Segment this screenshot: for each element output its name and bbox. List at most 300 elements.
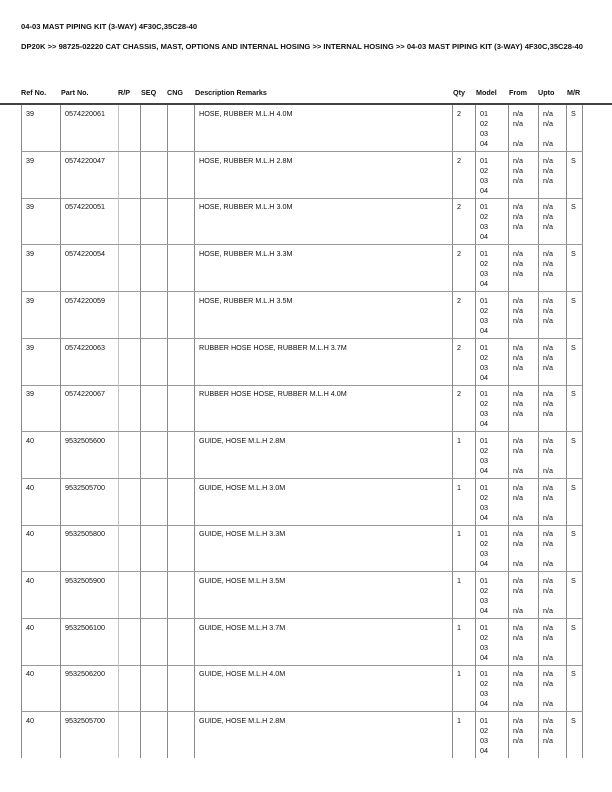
from-value: n/a (513, 362, 523, 372)
column-header-rp: R/P (118, 88, 130, 97)
qty-cell: 2 (452, 339, 475, 385)
upto-value: n/a (543, 399, 553, 409)
model-cell (475, 152, 508, 198)
upto-value (543, 373, 566, 383)
part-no-cell: 0574220059 (60, 292, 118, 338)
seq-cell (140, 665, 167, 711)
from-value: n/a (513, 539, 523, 549)
from-value (513, 746, 538, 756)
from-value: n/a (513, 249, 523, 259)
seq-cell (140, 245, 167, 291)
model-value: 03 (480, 129, 488, 138)
from-cell (508, 152, 538, 198)
from-value: n/a (513, 295, 523, 305)
rp-cell (118, 619, 140, 665)
upto-value (543, 456, 566, 466)
upto-value: n/a (543, 726, 553, 736)
model-value: 04 (480, 746, 488, 756)
from-value: n/a (513, 512, 523, 522)
description-cell: RUBBER HOSE HOSE, RUBBER M.L.H 3.7M (194, 339, 452, 385)
from-cell (508, 572, 538, 618)
model-cell (475, 105, 508, 151)
upto-value (543, 129, 566, 139)
from-value: n/a (513, 482, 523, 492)
model-cell (475, 339, 508, 385)
model-cell (475, 292, 508, 338)
table-row (21, 665, 583, 712)
model-value: 03 (480, 736, 488, 746)
ref-no-cell: 39 (21, 105, 60, 151)
upto-value (543, 232, 566, 242)
part-no-cell: 0574220047 (60, 152, 118, 198)
ref-no-cell: 39 (21, 292, 60, 338)
mr-cell: S (566, 665, 583, 711)
from-cell (508, 385, 538, 431)
model-value: 03 (480, 455, 488, 465)
upto-value: n/a (543, 435, 553, 445)
model-value: 03 (480, 362, 488, 372)
upto-value: n/a (543, 632, 553, 642)
from-value: n/a (513, 409, 523, 419)
from-value: n/a (513, 576, 523, 585)
model-value: 01 (480, 389, 488, 399)
seq-cell (140, 105, 167, 151)
rp-cell (118, 245, 140, 291)
from-value (513, 232, 538, 242)
cng-cell (167, 385, 194, 431)
from-value: n/a (513, 435, 523, 445)
from-value: n/a (513, 109, 523, 118)
column-header-from: From (509, 88, 527, 97)
part-no-cell: 9532505900 (60, 572, 118, 618)
model-value: 03 (480, 596, 488, 605)
upto-value: n/a (543, 352, 553, 362)
column-header-part-no: Part No. (61, 88, 89, 97)
model-cell (475, 479, 508, 525)
upto-cell (538, 712, 566, 758)
from-value (513, 129, 538, 139)
from-value: n/a (513, 119, 523, 128)
model-value: 04 (480, 419, 488, 429)
model-value: 01 (480, 295, 488, 305)
table-row (21, 105, 583, 152)
model-value: 02 (480, 165, 488, 175)
model-value: 01 (480, 529, 488, 539)
upto-value: n/a (543, 445, 553, 455)
model-cell (475, 712, 508, 758)
model-value: 02 (480, 399, 488, 409)
upto-cell (538, 292, 566, 338)
from-value: n/a (513, 492, 523, 502)
from-value: n/a (513, 679, 523, 689)
qty-cell: 1 (452, 432, 475, 478)
from-value: n/a (513, 669, 523, 679)
from-value (513, 186, 538, 196)
part-no-cell: 9532505600 (60, 432, 118, 478)
model-value: 01 (480, 109, 488, 118)
from-value: n/a (513, 586, 523, 595)
from-value: n/a (513, 716, 523, 726)
model-value: 02 (480, 305, 488, 315)
model-value: 03 (480, 549, 488, 559)
column-header-description: Description Remarks (195, 88, 267, 97)
mr-cell: S (566, 479, 583, 525)
table-row (21, 619, 583, 666)
model-value: 02 (480, 679, 488, 689)
cng-cell (167, 105, 194, 151)
description-cell: HOSE, RUBBER M.L.H 3.3M (194, 245, 452, 291)
model-value: 01 (480, 482, 488, 492)
upto-value (543, 549, 566, 559)
from-value: n/a (513, 212, 523, 222)
seq-cell (140, 152, 167, 198)
cng-cell (167, 479, 194, 525)
upto-value: n/a (543, 269, 553, 279)
ref-no-cell: 39 (21, 245, 60, 291)
part-no-cell: 0574220063 (60, 339, 118, 385)
model-value: 04 (480, 512, 488, 522)
upto-value (543, 419, 566, 429)
model-value: 02 (480, 539, 488, 549)
upto-value: n/a (543, 305, 553, 315)
from-value: n/a (513, 699, 523, 709)
model-cell (475, 385, 508, 431)
from-value (513, 326, 538, 336)
cng-cell (167, 619, 194, 665)
cng-cell (167, 665, 194, 711)
description-cell: GUIDE, HOSE M.L.H 3.5M (194, 572, 452, 618)
ref-no-cell: 39 (21, 385, 60, 431)
upto-value: n/a (543, 529, 553, 539)
model-cell (475, 198, 508, 244)
from-value: n/a (513, 315, 523, 325)
from-value (513, 373, 538, 383)
model-value: 04 (480, 372, 488, 382)
from-cell (508, 339, 538, 385)
from-cell (508, 479, 538, 525)
from-value: n/a (513, 155, 523, 165)
upto-value: n/a (543, 652, 553, 662)
upto-value: n/a (543, 559, 553, 569)
upto-value: n/a (543, 389, 553, 399)
upto-cell (538, 572, 566, 618)
from-cell (508, 712, 538, 758)
qty-cell: 2 (452, 292, 475, 338)
upto-value (543, 746, 566, 756)
model-value: 01 (480, 435, 488, 445)
upto-cell (538, 665, 566, 711)
model-value: 02 (480, 445, 488, 455)
model-value: 04 (480, 606, 488, 615)
model-value: 03 (480, 409, 488, 419)
upto-value: n/a (543, 482, 553, 492)
column-header-seq: SEQ (141, 88, 157, 97)
part-no-cell: 0574220054 (60, 245, 118, 291)
upto-value (543, 503, 566, 513)
ref-no-cell: 39 (21, 198, 60, 244)
from-value: n/a (513, 606, 523, 615)
upto-value (543, 186, 566, 196)
rp-cell (118, 665, 140, 711)
from-value: n/a (513, 622, 523, 632)
mr-cell: S (566, 385, 583, 431)
mr-cell: S (566, 245, 583, 291)
cng-cell (167, 525, 194, 571)
model-cell (475, 525, 508, 571)
model-value: 01 (480, 716, 488, 726)
ref-no-cell: 40 (21, 432, 60, 478)
upto-value: n/a (543, 512, 553, 522)
from-value: n/a (513, 269, 523, 279)
seq-cell (140, 525, 167, 571)
cng-cell (167, 198, 194, 244)
cng-cell (167, 292, 194, 338)
ref-no-cell: 40 (21, 619, 60, 665)
ref-no-cell: 39 (21, 152, 60, 198)
from-value: n/a (513, 139, 523, 148)
model-value: 04 (480, 325, 488, 335)
model-value: 03 (480, 689, 488, 699)
upto-value (543, 279, 566, 289)
upto-value: n/a (543, 155, 553, 165)
from-value: n/a (513, 652, 523, 662)
model-value: 03 (480, 642, 488, 652)
seq-cell (140, 339, 167, 385)
seq-cell (140, 198, 167, 244)
seq-cell (140, 712, 167, 758)
column-header-cng: CNG (167, 88, 183, 97)
from-value: n/a (513, 445, 523, 455)
upto-value: n/a (543, 165, 553, 175)
from-value: n/a (513, 726, 523, 736)
rp-cell (118, 105, 140, 151)
upto-value: n/a (543, 362, 553, 372)
column-header-qty: Qty (453, 88, 465, 97)
model-value: 03 (480, 269, 488, 279)
upto-value: n/a (543, 699, 553, 709)
table-row (21, 292, 583, 339)
cng-cell (167, 339, 194, 385)
column-header-ref-no: Ref No. (21, 88, 47, 97)
rp-cell (118, 572, 140, 618)
upto-value: n/a (543, 606, 553, 615)
qty-cell: 2 (452, 385, 475, 431)
upto-cell (538, 619, 566, 665)
from-value (513, 549, 538, 559)
upto-cell (538, 198, 566, 244)
breadcrumb: DP20K >> 98725-02220 CAT CHASSIS, MAST, OPTIONS AND INTERNAL HOSING >> INTERNAL HOSING >> 04-03 MAST PIPING KIT (3-WAY) 4F30C,35C28-40 (21, 42, 583, 51)
upto-value: n/a (543, 212, 553, 222)
model-value: 02 (480, 632, 488, 642)
model-value: 01 (480, 249, 488, 259)
cng-cell (167, 712, 194, 758)
seq-cell (140, 479, 167, 525)
from-value (513, 279, 538, 289)
cng-cell (167, 245, 194, 291)
rp-cell (118, 432, 140, 478)
seq-cell (140, 619, 167, 665)
model-value: 02 (480, 726, 488, 736)
upto-value: n/a (543, 492, 553, 502)
upto-value: n/a (543, 539, 553, 549)
rp-cell (118, 339, 140, 385)
model-cell (475, 432, 508, 478)
upto-cell (538, 245, 566, 291)
upto-value: n/a (543, 249, 553, 259)
upto-value (543, 643, 566, 653)
part-no-cell: 9532505700 (60, 712, 118, 758)
upto-value: n/a (543, 669, 553, 679)
upto-value: n/a (543, 139, 553, 148)
upto-value: n/a (543, 202, 553, 212)
from-value: n/a (513, 222, 523, 232)
description-cell: GUIDE, HOSE M.L.H 3.7M (194, 619, 452, 665)
mr-cell: S (566, 198, 583, 244)
upto-value: n/a (543, 119, 553, 128)
column-header-upto: Upto (538, 88, 555, 97)
description-cell: HOSE, RUBBER M.L.H 3.0M (194, 198, 452, 244)
model-value: 02 (480, 259, 488, 269)
description-cell: GUIDE, HOSE M.L.H 2.8M (194, 432, 452, 478)
qty-cell: 1 (452, 572, 475, 618)
model-value: 03 (480, 315, 488, 325)
table-row (21, 432, 583, 479)
cng-cell (167, 152, 194, 198)
table-row (21, 245, 583, 292)
from-value: n/a (513, 399, 523, 409)
description-cell: GUIDE, HOSE M.L.H 2.8M (194, 712, 452, 758)
model-value: 03 (480, 175, 488, 185)
ref-no-cell: 40 (21, 479, 60, 525)
qty-cell: 2 (452, 105, 475, 151)
from-value: n/a (513, 529, 523, 539)
parts-table (21, 105, 583, 758)
model-value: 02 (480, 352, 488, 362)
qty-cell: 2 (452, 245, 475, 291)
mr-cell: S (566, 572, 583, 618)
upto-value: n/a (543, 295, 553, 305)
from-value: n/a (513, 259, 523, 269)
column-header-model: Model (476, 88, 497, 97)
from-value: n/a (513, 202, 523, 212)
from-value (513, 503, 538, 513)
upto-value (543, 326, 566, 336)
part-no-cell: 9532505700 (60, 479, 118, 525)
from-cell (508, 525, 538, 571)
model-value: 01 (480, 155, 488, 165)
cng-cell (167, 432, 194, 478)
qty-cell: 1 (452, 619, 475, 665)
description-cell: HOSE, RUBBER M.L.H 3.5M (194, 292, 452, 338)
ref-no-cell: 40 (21, 665, 60, 711)
qty-cell: 2 (452, 198, 475, 244)
model-value: 02 (480, 119, 488, 128)
rp-cell (118, 152, 140, 198)
column-header-mr: M/R (567, 88, 581, 97)
from-cell (508, 245, 538, 291)
upto-value: n/a (543, 259, 553, 269)
upto-value: n/a (543, 716, 553, 726)
mr-cell: S (566, 619, 583, 665)
table-row (21, 152, 583, 199)
from-value (513, 456, 538, 466)
model-value: 01 (480, 342, 488, 352)
from-cell (508, 619, 538, 665)
upto-value: n/a (543, 622, 553, 632)
upto-value: n/a (543, 679, 553, 689)
model-cell (475, 665, 508, 711)
from-cell (508, 432, 538, 478)
ref-no-cell: 40 (21, 712, 60, 758)
from-value: n/a (513, 352, 523, 362)
upto-value: n/a (543, 342, 553, 352)
part-no-cell: 0574220061 (60, 105, 118, 151)
ref-no-cell: 40 (21, 525, 60, 571)
model-value: 04 (480, 559, 488, 569)
upto-value: n/a (543, 222, 553, 232)
from-cell (508, 665, 538, 711)
description-cell: RUBBER HOSE HOSE, RUBBER M.L.H 4.0M (194, 385, 452, 431)
from-value (513, 596, 538, 606)
mr-cell: S (566, 152, 583, 198)
from-value: n/a (513, 342, 523, 352)
from-value: n/a (513, 389, 523, 399)
ref-no-cell: 40 (21, 572, 60, 618)
from-cell (508, 105, 538, 151)
rp-cell (118, 712, 140, 758)
seq-cell (140, 385, 167, 431)
upto-value: n/a (543, 465, 553, 475)
rp-cell (118, 525, 140, 571)
document-title: 04-03 MAST PIPING KIT (3-WAY) 4F30C,35C28-40 (21, 22, 198, 31)
model-value: 04 (480, 279, 488, 289)
part-no-cell: 9532506100 (60, 619, 118, 665)
upto-value (543, 596, 566, 606)
model-cell (475, 245, 508, 291)
model-value: 01 (480, 622, 488, 632)
part-no-cell: 9532506200 (60, 665, 118, 711)
upto-cell (538, 152, 566, 198)
from-value: n/a (513, 465, 523, 475)
from-value (513, 419, 538, 429)
rp-cell (118, 479, 140, 525)
seq-cell (140, 432, 167, 478)
upto-value: n/a (543, 315, 553, 325)
table-row (21, 572, 583, 619)
upto-cell (538, 479, 566, 525)
qty-cell: 1 (452, 665, 475, 711)
model-value: 02 (480, 492, 488, 502)
upto-value: n/a (543, 576, 553, 585)
upto-cell (538, 432, 566, 478)
table-row (21, 479, 583, 526)
model-value: 04 (480, 139, 488, 148)
from-value: n/a (513, 165, 523, 175)
upto-cell (538, 525, 566, 571)
mr-cell: S (566, 712, 583, 758)
from-value: n/a (513, 736, 523, 746)
cng-cell (167, 572, 194, 618)
qty-cell: 1 (452, 525, 475, 571)
model-value: 03 (480, 222, 488, 232)
upto-value: n/a (543, 586, 553, 595)
qty-cell: 1 (452, 479, 475, 525)
description-cell: GUIDE, HOSE M.L.H 3.3M (194, 525, 452, 571)
model-value: 02 (480, 212, 488, 222)
part-no-cell: 9532505800 (60, 525, 118, 571)
table-row (21, 525, 583, 572)
upto-cell (538, 385, 566, 431)
